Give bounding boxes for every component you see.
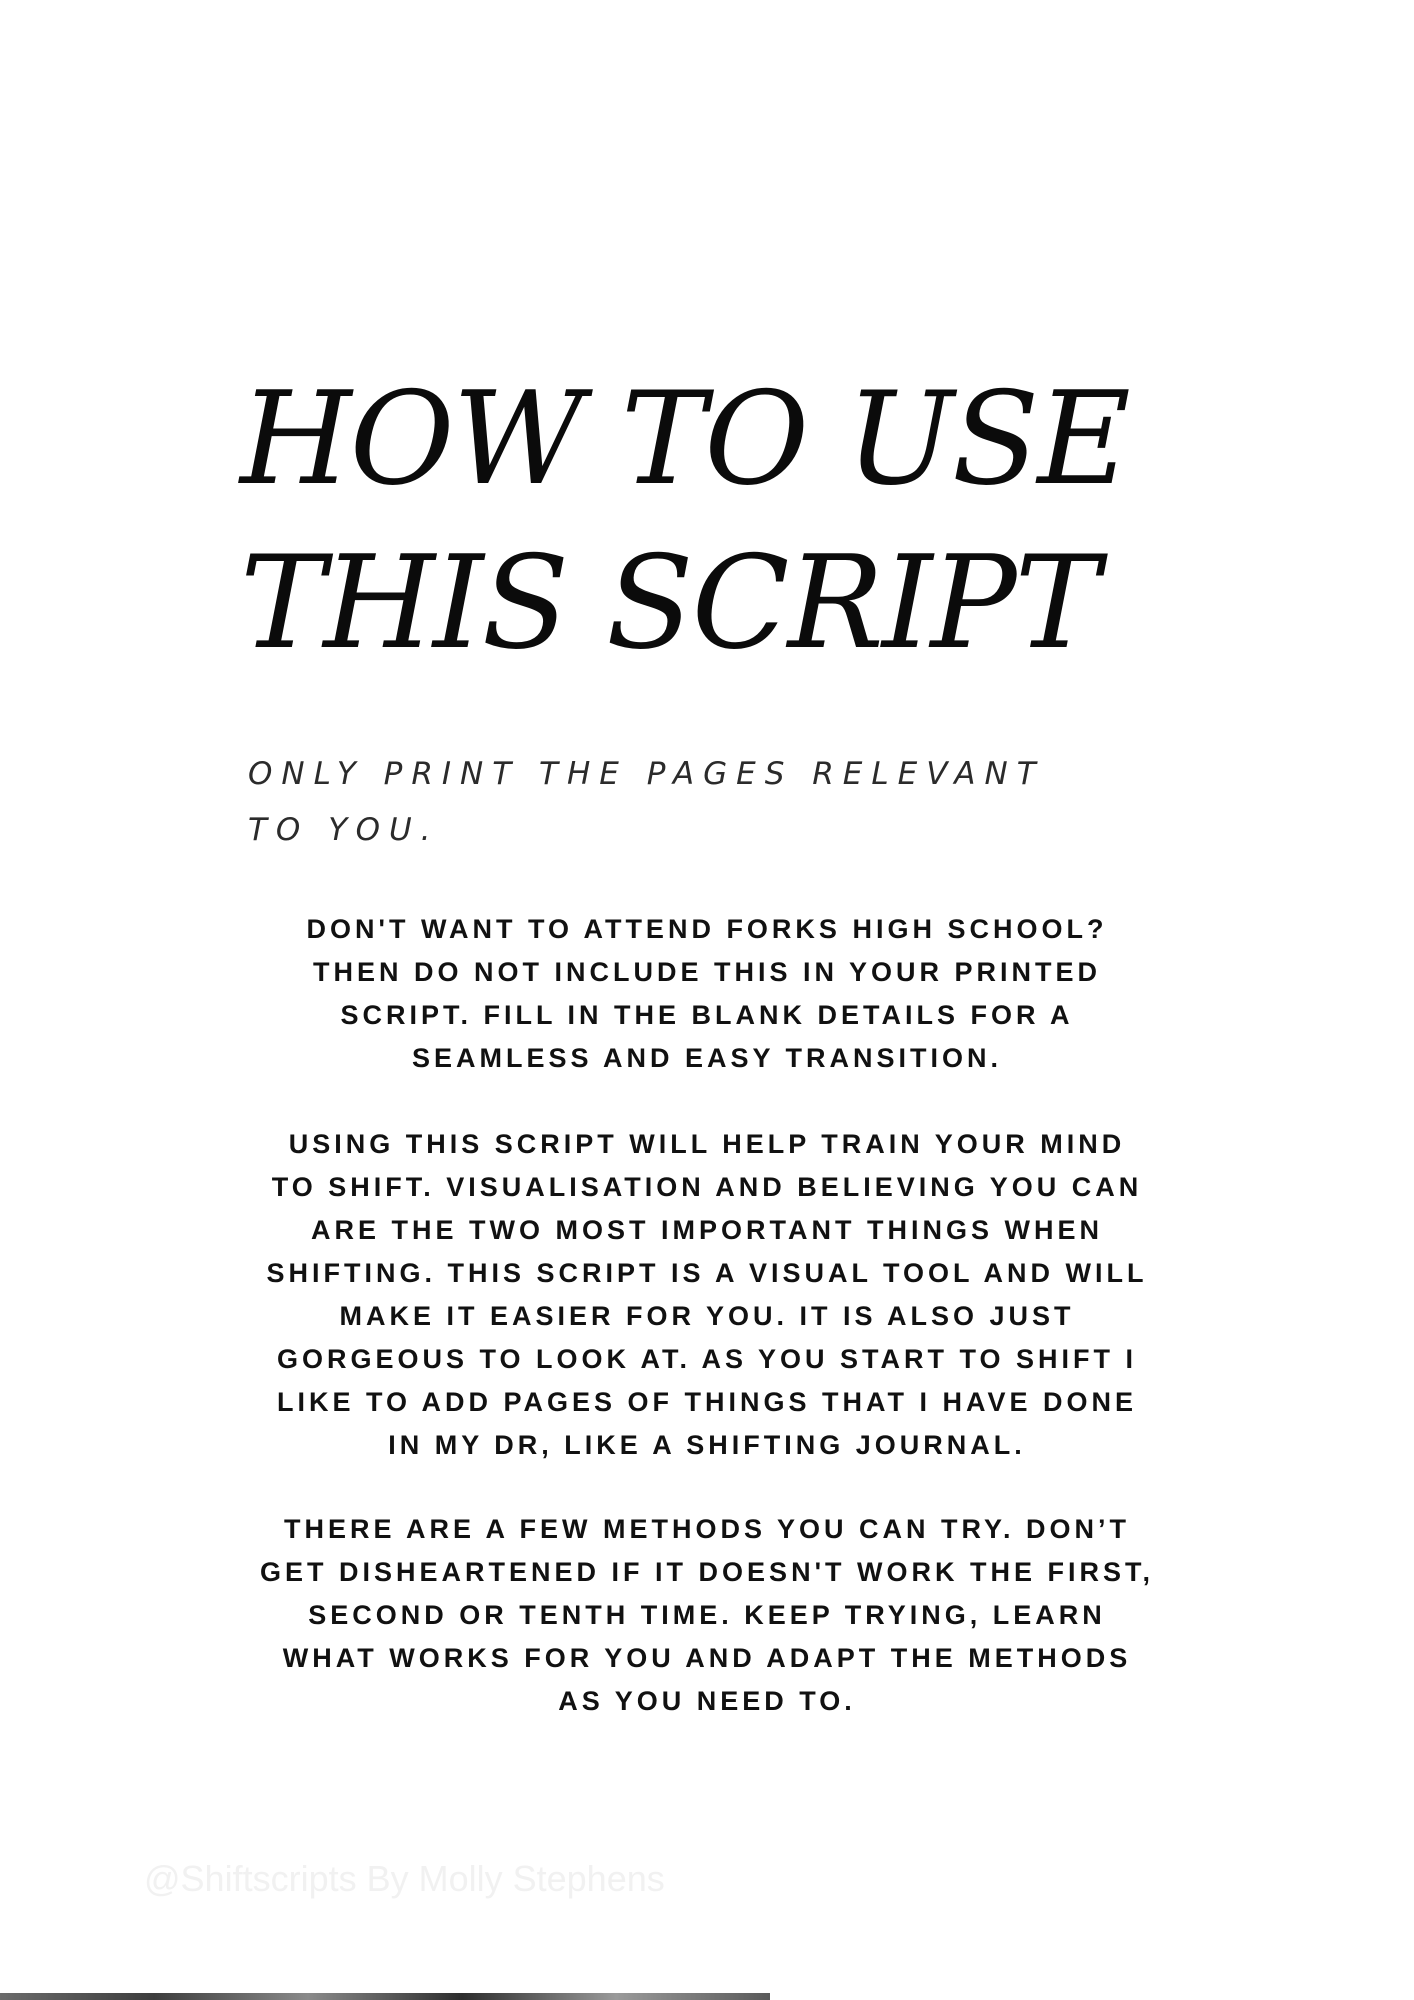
paragraph-line: SHIFTING. THIS SCRIPT IS A VISUAL TOOL AND WILL [266, 1258, 1148, 1288]
paragraph-line: USING THIS SCRIPT WILL HELP TRAIN YOUR MIND [288, 1129, 1126, 1159]
paragraph-line: DON'T WANT TO ATTEND FORKS HIGH SCHOOL? [306, 914, 1108, 944]
subtitle-line-1: ONLY PRINT THE PAGES RELEVANT [248, 756, 1045, 792]
paragraph-line: SEAMLESS AND EASY TRANSITION. [411, 1043, 1003, 1073]
paragraph-line: ARE THE TWO MOST IMPORTANT THINGS WHEN [311, 1215, 1103, 1245]
paragraph-line: IN MY DR, LIKE A SHIFTING JOURNAL. [388, 1430, 1026, 1460]
page-subtitle [248, 746, 1148, 858]
watermark-credit: @Shiftscripts By Molly Stephens [144, 1858, 665, 1899]
paragraph-line: THEN DO NOT INCLUDE THIS IN YOUR PRINTED [312, 957, 1102, 987]
bottom-image-edge [0, 1993, 770, 2000]
subtitle-line-2: TO YOU. [248, 812, 440, 848]
paragraph-methods [180, 1508, 1234, 1723]
page-title [240, 358, 1140, 686]
paragraph-line: WHAT WORKS FOR YOU AND ADAPT THE METHODS [282, 1643, 1132, 1673]
paragraph-forks-high-school [180, 908, 1234, 1080]
title-line-1: HOW TO USE [240, 365, 1129, 514]
paragraph-train-your-mind [180, 1123, 1234, 1467]
paragraph-line: THERE ARE A FEW METHODS YOU CAN TRY. DON’T [283, 1514, 1131, 1544]
paragraph-line: GET DISHEARTENED IF IT DOESN'T WORK THE FIRST, [260, 1557, 1154, 1587]
title-line-2: THIS SCRIPT [240, 529, 1098, 678]
paragraph-line: TO SHIFT. VISUALISATION AND BELIEVING YOU CAN [271, 1172, 1143, 1202]
paragraph-line: LIKE TO ADD PAGES OF THINGS THAT I HAVE DONE [276, 1387, 1138, 1417]
paragraph-line: SCRIPT. FILL IN THE BLANK DETAILS FOR A [340, 1000, 1074, 1030]
paragraph-line: SECOND OR TENTH TIME. KEEP TRYING, LEARN [308, 1600, 1106, 1630]
paragraph-line: MAKE IT EASIER FOR YOU. IT IS ALSO JUST [339, 1301, 1075, 1331]
paragraph-line: AS YOU NEED TO. [558, 1686, 856, 1716]
paragraph-line: GORGEOUS TO LOOK AT. AS YOU START TO SHIFT I [276, 1344, 1138, 1374]
